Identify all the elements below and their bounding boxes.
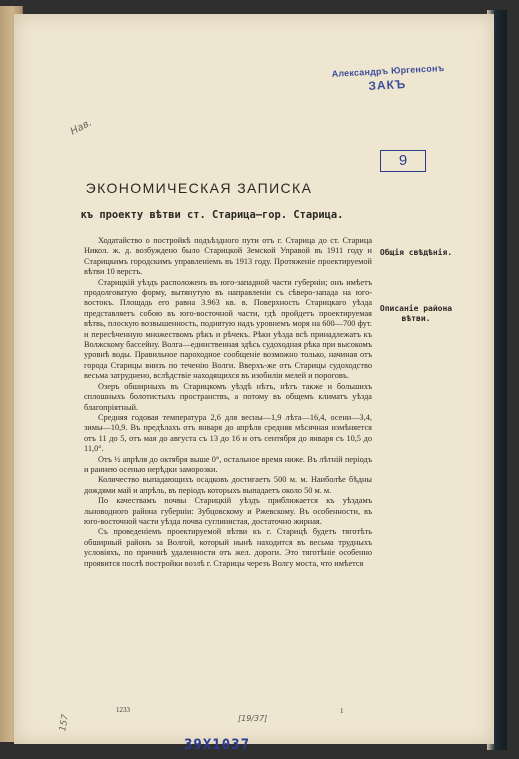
margin-note-general-info: Общія свѣдѣнія. — [379, 248, 453, 257]
stamp-line-1: Александръ Юргенсонъ — [331, 62, 445, 79]
page-number-box: 9 — [380, 150, 426, 172]
paragraph: Озеръ обширныхъ въ Старицкомъ уѣздѣ нѣтъ, нѣтъ также и большихъ сплошныхъ болотистыхъ пространствъ, а потому въ общемъ климатъ уѣзда благопріятный. — [84, 381, 372, 412]
stamp-line-2: ЗАКЪ — [367, 77, 407, 93]
paragraph: По качествамъ почвы Старицкій уѣздъ приближается къ уѣздамъ льноводного района губерніи: Зубцовскому и Ржевскому. Въ особенности, въ юго-восточной части уѣзда почва суглинистая, достаточно жирная. — [84, 496, 372, 526]
paragraph: Старицкій уѣздъ расположенъ въ юго-западной части губерніи; онъ имѣетъ продолговатую форму, вытянутую въ направленіи съ сѣверо-запада на юго-востокъ. Площадь его равна 3.963 кв. в. Поверхность Старицкаго уѣзда представляетъ собою въ юго-восточной части, гдѣ пройдетъ проектируемая вѣтвь, плоскую возвышенность, поднятую надъ уровнемъ моря на 600—700 фут. и пересѣченную множествомъ рѣкъ и рѣчекъ. Рѣки уѣзда всѣ принадлежатъ къ Волжскому бассейну. Волга—единственная здѣсь судоходная рѣка при высокомъ уровнѣ воды. Правильное пароходное сообщеніе возможно только, начиная отъ города Старицы внизъ по теченію Волги. Вверхъ-же отъ Старицы судоходство весьма затруднено, вслѣдствіе находящихся въ изобиліи мелей и пороговъ. — [84, 277, 372, 381]
print-number: 1233 — [116, 706, 130, 714]
paragraph: Ходатайство о постройкѣ подъѣздного пути отъ г. Старица до ст. Старица Никол. ж. д. возбуждено было Старицкой Земской Управой въ 1911 году и Старицкимъ городскимъ управленіемъ въ 1913 году. Протяженіе проектируемой вѣтви 10 верстъ. — [84, 236, 372, 277]
paragraph: Средняя годовая температура 2,6 для весны—1,9 лѣта—16,4, осени—3,4, зимы—10,9. Въ предѣлахъ отъ января до апрѣля средняя мѣсячная измѣняется отъ 11 до 5, отъ мая до августа съ 13 до 16 и отъ сентября до января съ 10,5 до 11,0°. — [84, 412, 372, 454]
page-content — [14, 14, 494, 753]
signature-mark: 1 — [340, 707, 344, 715]
paragraph: Количество выпадающихъ осадковъ достигаетъ 500 м. м. Наиболѣе бѣдны дождями май и апрѣль, въ періодъ которыхъ выпадаетъ около 50 м. м. — [84, 475, 372, 495]
library-call-number: 39Х1037 — [184, 737, 251, 753]
document-subtitle: къ проекту вѣтви ст. Старица—гор. Старица. — [80, 209, 344, 221]
paragraph: Съ проведеніемъ проектируемой вѣтви къ г. Старицѣ будетъ тяготѣть обширный районъ за Волгой, который нынѣ находится въ весьма трудныхъ условіяхъ, по причинѣ удаленности отъ жел. дороги. Это тяготѣніе особенно проявится послѣ постройки возлѣ г. Старицы черезъ Волгу моста, что имѣется — [84, 527, 372, 568]
pencil-annotation: Нав. — [68, 117, 94, 138]
pencil-code-annotation: [19/37] — [238, 714, 268, 723]
body-text — [84, 236, 372, 569]
document-title: ЭКОНОМИЧЕСКАЯ ЗАПИСКА — [85, 180, 313, 196]
ownership-stamp — [331, 62, 445, 95]
margin-note-region-description: Описаніе района вѣтви. — [379, 304, 453, 323]
corner-pencil-annotation: 157 — [58, 713, 72, 733]
document-page — [14, 14, 494, 753]
paragraph: Отъ ½ апрѣля до октября выше 0°, остальное время ниже. Въ лѣтній періодъ и раннею осенью нерѣдки заморозки. — [84, 454, 372, 474]
